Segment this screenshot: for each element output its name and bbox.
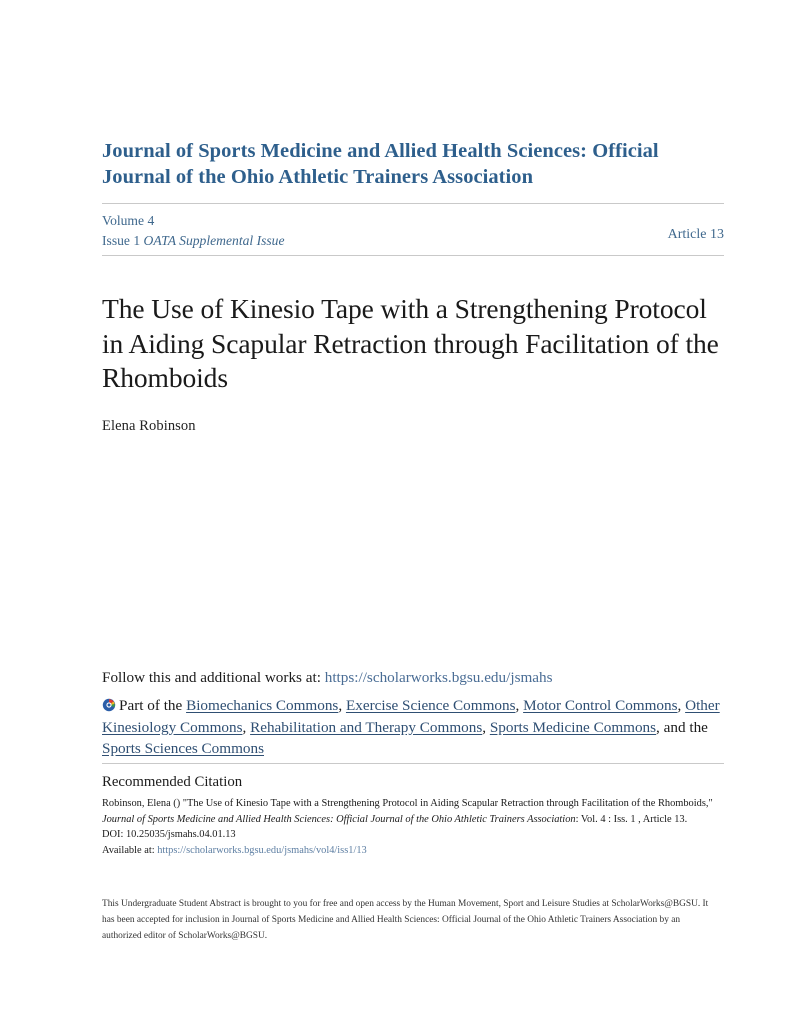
footer-disclaimer: This Undergraduate Student Abstract is brought to you for free and open access by the Human Movement, Sport and Leisure Studies at ScholarWorks@BGSU. It has been accepted for inclusion in Journal of Sports Medicine and Allied Health Sciences: Official Journal of the Ohio Athletic Trainers Association by an authorized editor of ScholarWorks@BGSU. (102, 899, 709, 942)
issue-label (102, 231, 285, 250)
separator-comma: , (482, 718, 490, 736)
journal-url-link[interactable]: https://scholarworks.bgsu.edu/jsmahs (324, 669, 553, 686)
separator-comma: , (242, 718, 251, 736)
recommended-citation-section (102, 763, 724, 858)
commons-link-exercise-science[interactable]: Exercise Science Commons (345, 697, 516, 715)
citation-available-link[interactable]: https://scholarworks.bgsu.edu/jsmahs/vol4/iss1/13 (157, 844, 367, 856)
journal-title: Journal of Sports Medicine and Allied Health Sciences: Official Journal of the Ohio Athletic Trainers Association (102, 140, 659, 189)
commons-link-biomechanics[interactable]: Biomechanics Commons (186, 697, 339, 715)
commons-link-sports-medicine[interactable]: Sports Medicine Commons (489, 718, 657, 736)
article-author: Elena Robinson (102, 417, 196, 434)
commons-links-paragraph (102, 688, 724, 760)
volume-issue-info (102, 211, 285, 250)
commons-link-motor-control[interactable]: Motor Control Commons (523, 697, 678, 715)
separator-comma: , (677, 697, 686, 715)
follow-lead-text: Follow this and additional works at: (102, 669, 325, 686)
commons-link-other-kinesiology[interactable]: Other Kinesiology Commons (102, 697, 720, 736)
issue-title: OATA Supplemental Issue (143, 232, 285, 248)
follow-section (102, 668, 724, 760)
citation-author-title: Robinson, Elena () "The Use of Kinesio Tape with a Strengthening Protocol in Aiding Scapular Retraction through Facilitation of the Rhomboids," (102, 798, 713, 809)
volume-label: Volume 4 (102, 213, 155, 229)
separator-comma: , (656, 718, 664, 736)
and-the-text: and the (663, 718, 708, 736)
masthead-section (102, 0, 724, 435)
article-number: Article 13 (667, 227, 724, 243)
article-title: The Use of Kinesio Tape with a Strengthening Protocol in Aiding Scapular Retraction through Facilitation of the Rhomboids (102, 293, 719, 394)
issue-prefix: Issue 1 (102, 232, 144, 248)
recommended-citation-heading: Recommended Citation (102, 774, 243, 790)
commons-link-rehabilitation-therapy[interactable]: Rehabilitation and Therapy Commons (250, 718, 483, 736)
commons-link-sports-sciences[interactable]: Sports Sciences Commons (102, 740, 264, 758)
volume-issue-row (102, 204, 724, 255)
citation-volume-issue: : Vol. 4 : Iss. 1 , Article 13. (575, 813, 688, 825)
follow-line (102, 668, 724, 688)
separator-comma: , (338, 697, 346, 715)
digital-commons-icon (102, 697, 116, 711)
citation-journal-name: Journal of Sports Medicine and Allied Health Sciences: Official Journal of the Ohio Athletic Trainers Association (102, 813, 576, 825)
citation-text (102, 791, 724, 858)
part-of-the-text: Part of the (119, 697, 187, 715)
citation-available-label: Available at: (102, 844, 158, 856)
citation-doi: DOI: 10.25035/jsmahs.04.01.13 (102, 829, 236, 841)
separator-comma: , (515, 697, 524, 715)
